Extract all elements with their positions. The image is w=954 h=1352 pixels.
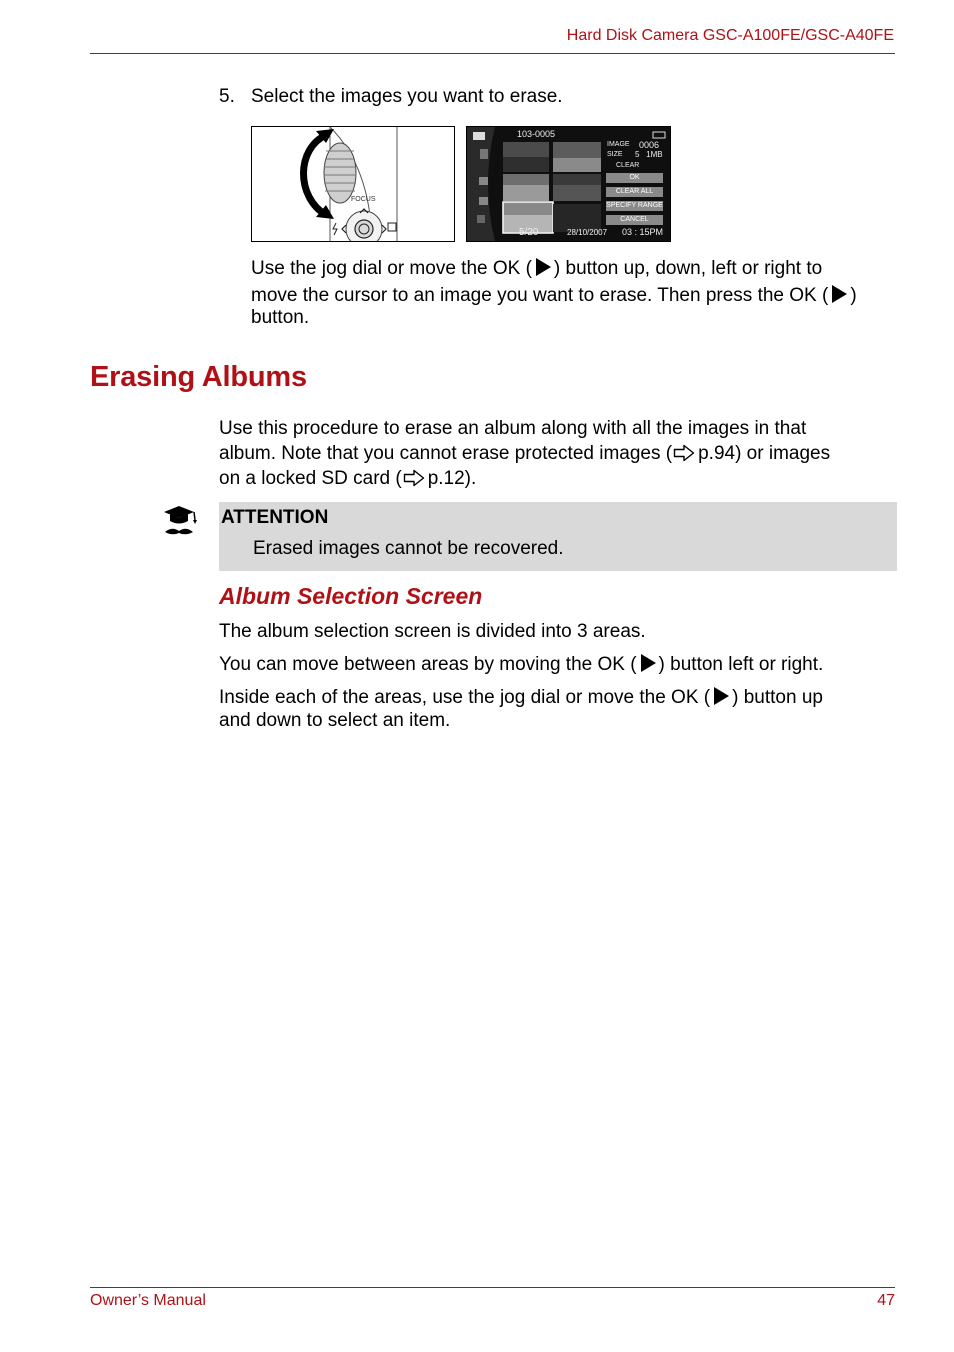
body-paragraph-3-line-2: and down to select an item. (219, 710, 451, 731)
subsection-title: Album Selection Screen (219, 583, 483, 609)
lcd-date: 28/10/2007 (567, 228, 608, 237)
ok-button-icon (711, 686, 731, 706)
page-reference-icon[interactable] (673, 444, 695, 462)
attention-title: ATTENTION (221, 507, 329, 528)
lcd-erase-screen (466, 126, 671, 242)
ok-button-icon (533, 257, 553, 277)
intro-text: p.94) or images (698, 443, 831, 464)
ok-button-icon (829, 284, 849, 304)
intro-text: album. Note that you cannot erase protected images ( (219, 443, 673, 464)
page-reference-icon[interactable] (403, 469, 425, 487)
lcd-clear-label: CLEAR (616, 162, 640, 169)
body-text: You can move between areas by moving the OK ( (219, 654, 637, 675)
body-text: Inside each of the areas, use the jog dial or move the OK ( (219, 687, 711, 708)
body-paragraph-2 (219, 652, 823, 677)
body-text: ) button up (732, 687, 823, 708)
footer-manual-title: Owner’s Manual (90, 1292, 206, 1309)
lcd-counter: 5/20 (519, 227, 539, 238)
section-title: Erasing Albums (90, 361, 307, 393)
jog-dial-illustration (251, 126, 455, 242)
attention-text: Erased images cannot be recovered. (253, 538, 564, 559)
instruction-line-3: button. (251, 307, 310, 328)
intro-line-3 (219, 466, 476, 491)
instruction-line-1 (251, 256, 822, 281)
ok-button-icon (638, 653, 658, 673)
intro-line-2 (219, 441, 830, 466)
page-number: 47 (877, 1292, 895, 1309)
intro-text: p.12). (427, 468, 477, 489)
lcd-image-value: 0006 (639, 140, 660, 150)
instruction-text: ) (850, 285, 857, 306)
instruction-text: move the cursor to an image you want to erase. Then press the OK ( (251, 285, 829, 306)
attention-icon (162, 503, 200, 537)
body-paragraph-3-line-1 (219, 685, 823, 710)
lcd-menu-ok: OK (606, 173, 663, 183)
body-text: ) button left or right. (658, 654, 824, 675)
lcd-time: 03 : 15PM (622, 227, 664, 237)
instruction-line-2 (251, 283, 857, 308)
jog-dial-drawing (252, 127, 454, 241)
lcd-file-number: 103-0005 (517, 129, 556, 139)
step-text: Select the images you want to erase. (251, 86, 563, 107)
body-paragraph-1: The album selection screen is divided into 3 areas. (219, 621, 646, 642)
footer-rule (90, 1287, 895, 1288)
intro-line-1: Use this procedure to erase an album along with all the images in that (219, 418, 807, 439)
lcd-menu-specify-range: SPECIFY RANGE (606, 202, 663, 209)
lcd-menu-cancel: CANCEL (606, 215, 663, 225)
lcd-size-label: SIZE (607, 151, 623, 158)
lcd-size-value: 5 1MB (635, 150, 663, 159)
lcd-menu-clear-all: CLEAR ALL (606, 187, 663, 197)
lcd-image-label: IMAGE (607, 141, 630, 148)
running-header: Hard Disk Camera GSC-A100FE/GSC-A40FE (566, 27, 894, 44)
focus-label: FOCUS (351, 196, 376, 203)
header-rule (90, 53, 895, 54)
instruction-text: Use the jog dial or move the OK ( (251, 258, 532, 279)
step-number: 5. (219, 86, 235, 107)
intro-text: on a locked SD card ( (219, 468, 402, 489)
instruction-text: ) button up, down, left or right to (553, 258, 823, 279)
